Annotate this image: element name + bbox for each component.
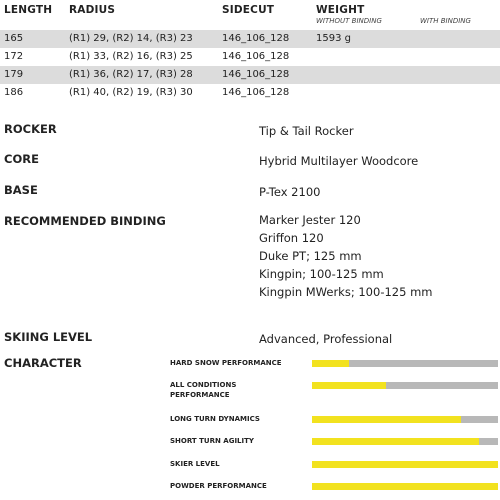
core-value xyxy=(259,152,418,170)
rating-segment-filled xyxy=(442,461,461,468)
rating-segment-empty xyxy=(349,360,368,367)
binding-value: Griffon 120 xyxy=(259,231,324,245)
rating-segment-filled xyxy=(479,483,498,490)
rating-segment-filled xyxy=(386,438,405,445)
rating-segment-filled xyxy=(331,382,350,389)
rating-segment-empty xyxy=(461,382,480,389)
character-item-label xyxy=(170,380,236,400)
binding-label: RECOMMENDED BINDING xyxy=(4,214,166,228)
character-item-label: HARD SNOW PERFORMANCE xyxy=(170,359,282,367)
base-value-text: P-Tex 2100 xyxy=(259,185,321,199)
skiing-level-label: SKIING LEVEL xyxy=(4,330,93,344)
rating-segment-empty xyxy=(479,382,498,389)
rating-segment-filled xyxy=(386,461,405,468)
rating-segment-empty xyxy=(442,382,461,389)
table-row xyxy=(0,84,500,102)
rating-segment-filled xyxy=(368,438,387,445)
header-radius: RADIUS xyxy=(69,4,116,16)
header-sidecut: SIDECUT xyxy=(222,4,275,16)
rating-segment-filled xyxy=(349,483,368,490)
rating-segment-filled xyxy=(461,438,480,445)
rating-segment-filled xyxy=(331,360,350,367)
rating-segment-filled xyxy=(368,416,387,423)
base-label: BASE xyxy=(4,183,38,197)
rating-segment-filled xyxy=(442,438,461,445)
cell-sidecut: 146_106_128 xyxy=(222,51,290,62)
rating-segment-filled xyxy=(405,416,424,423)
cell-sidecut: 146_106_128 xyxy=(222,33,290,44)
character-item-label-line: PERFORMANCE xyxy=(170,391,230,399)
rating-segment-filled xyxy=(442,416,461,423)
cell-length: 186 xyxy=(4,87,24,98)
rating-segment-filled xyxy=(424,438,443,445)
rating-segment-filled xyxy=(368,483,387,490)
cell-radius: (R1) 29, (R2) 14, (R3) 23 xyxy=(69,33,193,44)
subheader-without-binding: WITHOUT BINDING xyxy=(316,17,382,25)
core-label: CORE xyxy=(4,152,39,166)
rating-segment-filled xyxy=(331,438,350,445)
rating-segment-filled xyxy=(349,416,368,423)
cell-weight-without: 1593 g xyxy=(316,33,351,44)
cell-sidecut: 146_106_128 xyxy=(222,69,290,80)
binding-value: Kingpin; 100-125 mm xyxy=(259,267,384,281)
rating-segment-filled xyxy=(424,461,443,468)
rating-segment-filled xyxy=(331,416,350,423)
rating-segment-filled xyxy=(312,382,331,389)
rating-segment-filled xyxy=(349,382,368,389)
rating-segment-filled xyxy=(331,461,350,468)
cell-length: 179 xyxy=(4,69,24,80)
table-row xyxy=(0,48,500,66)
character-item-label-line: ALL CONDITIONS xyxy=(170,381,237,389)
rating-segment-filled xyxy=(479,461,498,468)
header-weight: WEIGHT xyxy=(316,4,365,16)
rating-segment-empty xyxy=(461,416,480,423)
rating-segment-filled xyxy=(368,461,387,468)
rating-segment-empty xyxy=(461,360,480,367)
rating-segment-filled xyxy=(312,461,331,468)
skiing-level-value xyxy=(259,330,392,348)
rating-segment-empty xyxy=(386,382,405,389)
rating-segment-filled xyxy=(461,461,480,468)
subheader-with-binding: WITH BINDING xyxy=(420,17,471,25)
character-item-label: LONG TURN DYNAMICS xyxy=(170,415,260,423)
binding-values xyxy=(259,211,432,301)
cell-length: 172 xyxy=(4,51,24,62)
rating-segment-empty xyxy=(479,416,498,423)
rating-segment-empty xyxy=(479,360,498,367)
character-item-label: SKIER LEVEL xyxy=(170,460,220,468)
cell-radius: (R1) 40, (R2) 19, (R3) 30 xyxy=(69,87,193,98)
character-item-label: SHORT TURN AGILITY xyxy=(170,437,254,445)
table-row xyxy=(0,66,500,84)
character-label: CHARACTER xyxy=(4,356,82,370)
rating-segment-filled xyxy=(386,483,405,490)
rating-segment-filled xyxy=(424,416,443,423)
rating-segment-empty xyxy=(442,360,461,367)
rating-segment-filled xyxy=(405,438,424,445)
rating-segment-filled xyxy=(442,483,461,490)
base-value xyxy=(259,183,320,201)
character-item-label: POWDER PERFORMANCE xyxy=(170,482,267,490)
rating-segment-empty xyxy=(405,360,424,367)
rating-segment-filled xyxy=(405,483,424,490)
rocker-value-text: Tip & Tail Rocker xyxy=(259,124,354,138)
cell-radius: (R1) 36, (R2) 17, (R3) 28 xyxy=(69,69,193,80)
binding-value: Kingpin MWerks; 100-125 mm xyxy=(259,285,433,299)
header-length: LENGTH xyxy=(4,4,53,16)
rating-segment-filled xyxy=(331,483,350,490)
rating-segment-filled xyxy=(386,416,405,423)
cell-radius: (R1) 33, (R2) 16, (R3) 25 xyxy=(69,51,193,62)
skiing-level-value-text: Advanced, Professional xyxy=(259,332,393,346)
rocker-value xyxy=(259,122,354,140)
cell-length: 165 xyxy=(4,33,24,44)
rating-segment-filled xyxy=(405,461,424,468)
rating-segment-filled xyxy=(312,438,331,445)
binding-value: Duke PT; 125 mm xyxy=(259,249,362,263)
rating-segment-empty xyxy=(424,360,443,367)
rating-segment-empty xyxy=(386,360,405,367)
rating-segment-empty xyxy=(424,382,443,389)
rating-segment-filled xyxy=(368,382,387,389)
rating-segment-filled xyxy=(424,483,443,490)
rating-segment-empty xyxy=(479,438,498,445)
binding-value: Marker Jester 120 xyxy=(259,213,361,227)
rating-segment-filled xyxy=(312,416,331,423)
rating-segment-empty xyxy=(405,382,424,389)
core-value-text: Hybrid Multilayer Woodcore xyxy=(259,154,419,168)
rating-segment-filled xyxy=(312,360,331,367)
rating-segment-empty xyxy=(368,360,387,367)
table-row xyxy=(0,30,500,48)
rating-segment-filled xyxy=(349,438,368,445)
cell-sidecut: 146_106_128 xyxy=(222,87,290,98)
rating-segment-filled xyxy=(349,461,368,468)
rating-segment-filled xyxy=(461,483,480,490)
rocker-label: ROCKER xyxy=(4,122,57,136)
rating-segment-filled xyxy=(312,483,331,490)
